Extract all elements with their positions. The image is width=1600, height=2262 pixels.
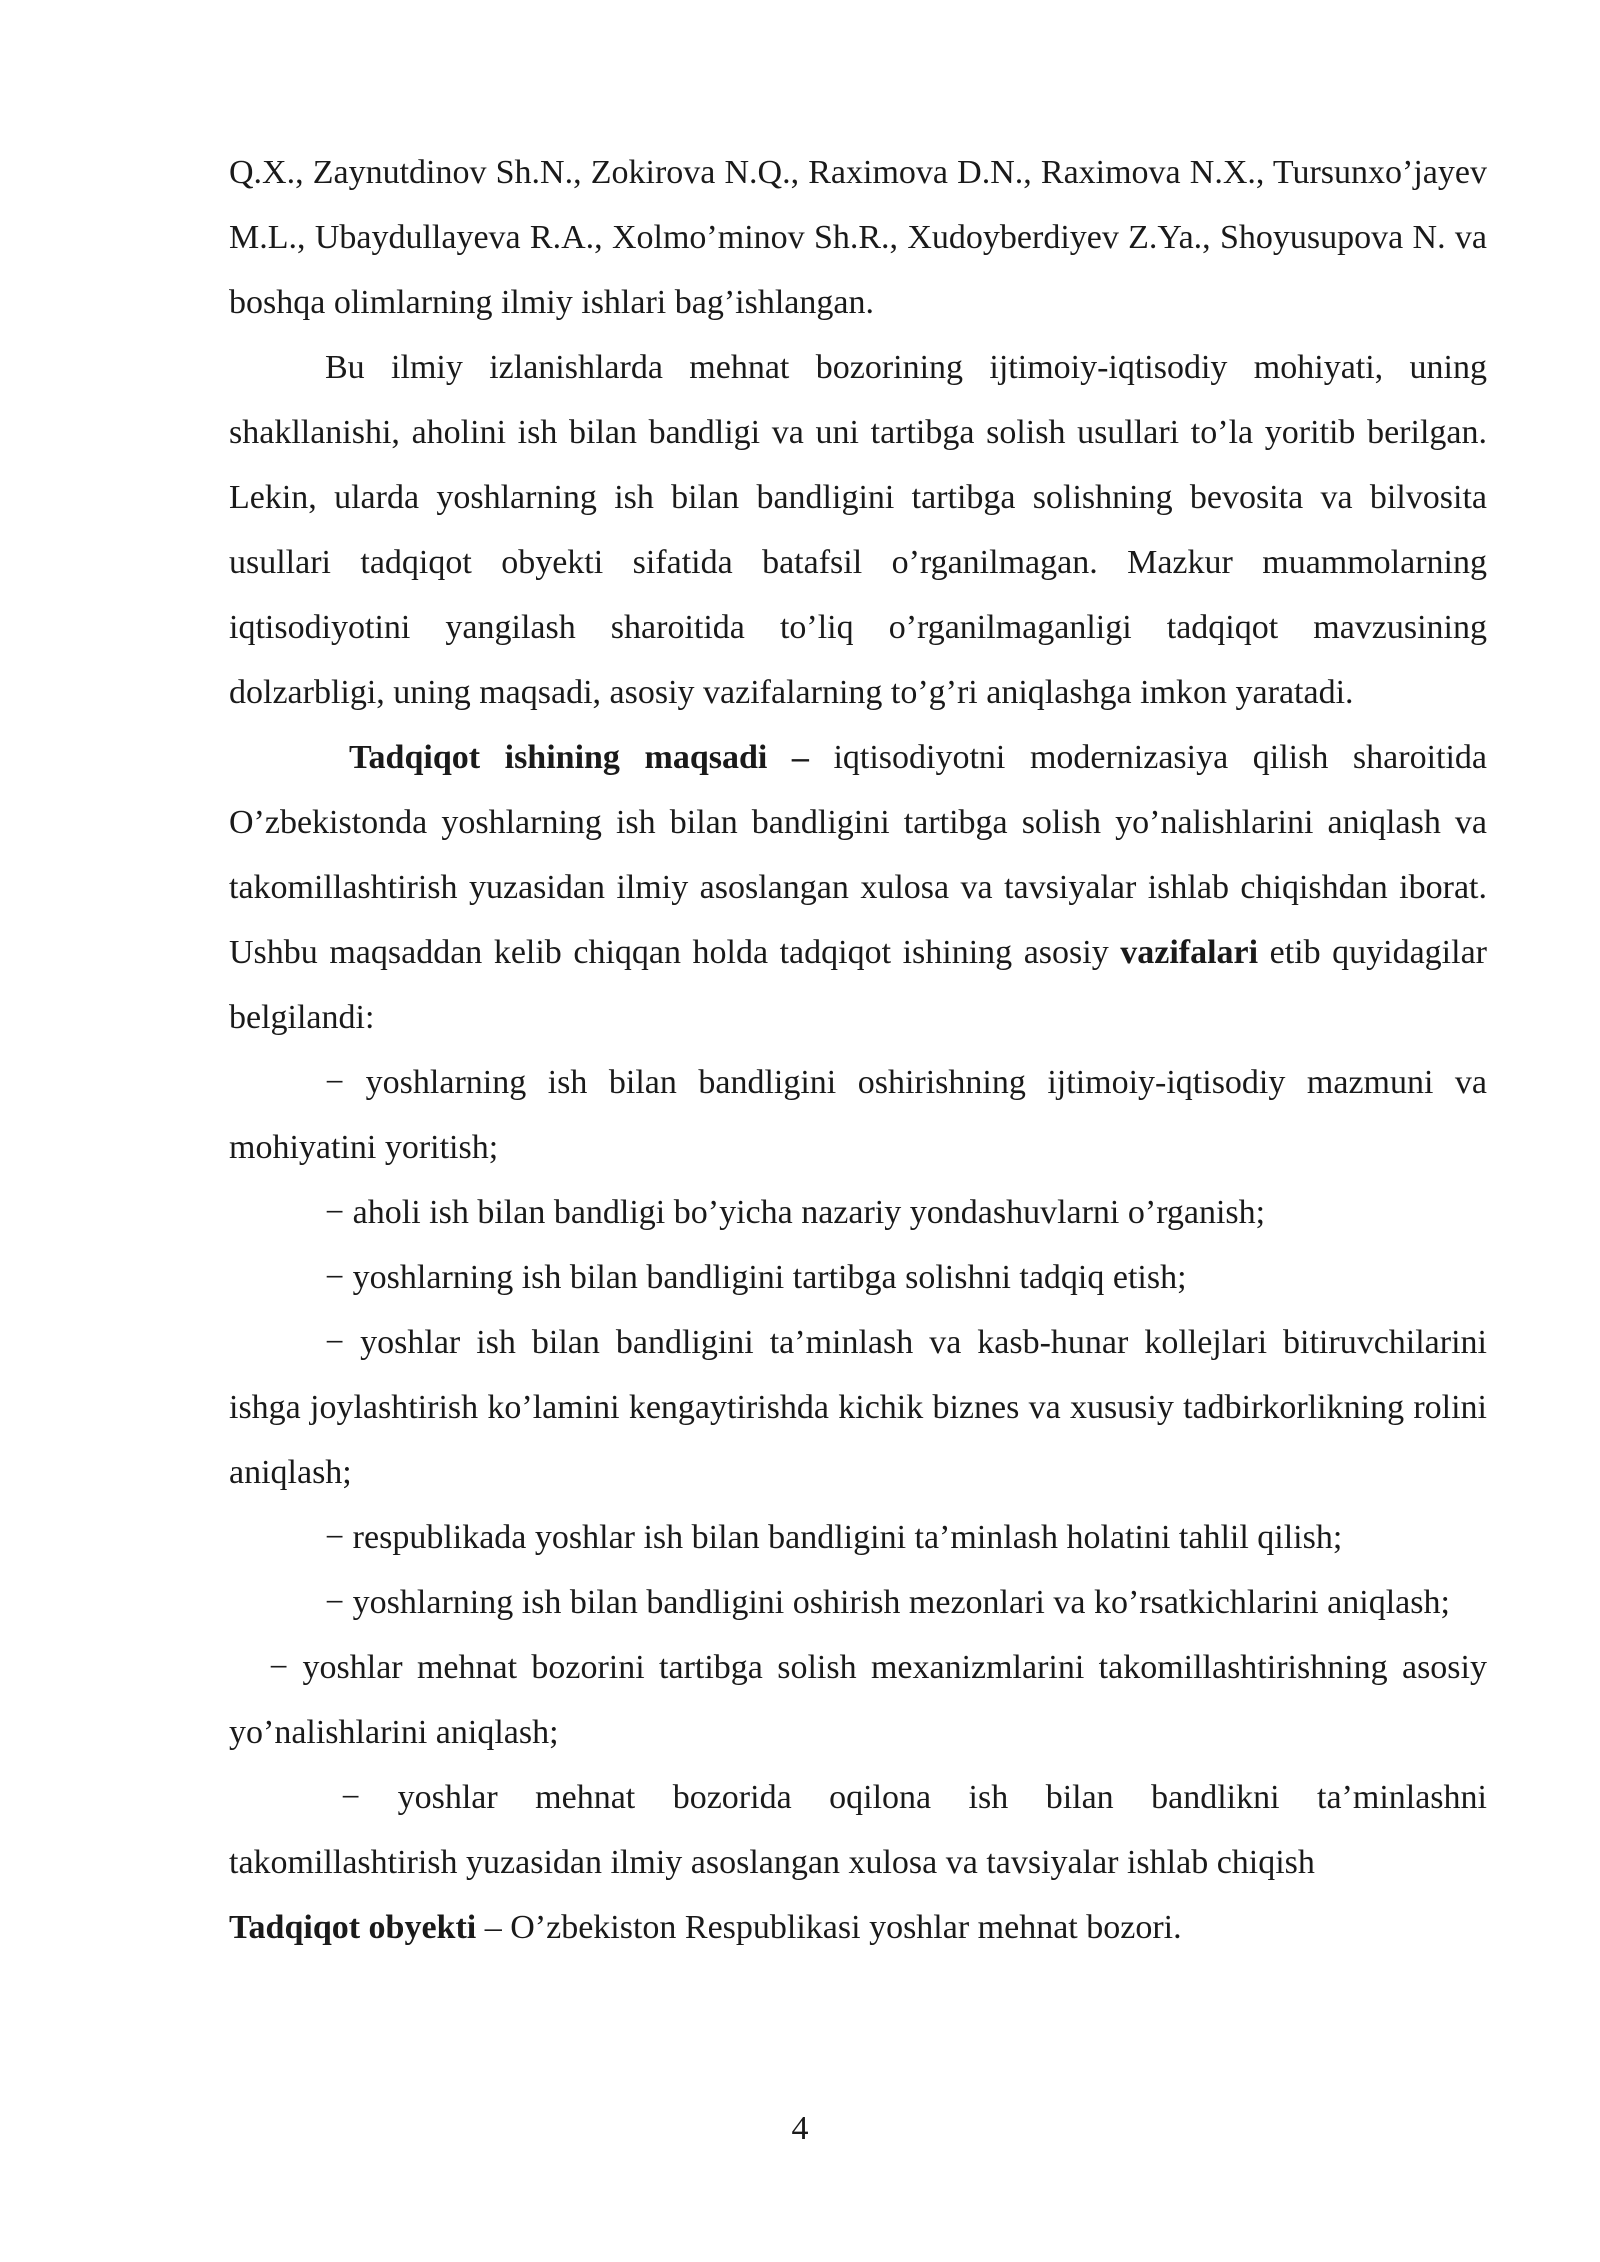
page-number: 4 [791,2110,809,2147]
goal-text: iqtisodiyotni modernizasiya qilish sharoitida O’zbekistonda yoshlarning ish bilan bandligini tartibga solish yo’nalishlarini aniqlash va takomillashtirish yuzasidan ilmiy asoslangan xulosa va tavsiyalar ishlab chiqishdan iborat. Ushbu maqsaddan kelib chiqqan holda tadqiqot ishining asosiy [229,739,1487,971]
task-item: − yoshlarning ish bilan bandligini oshirish mezonlari va ko’rsatkichlarini aniqlash; [325,1584,1450,1621]
goal-heading: Tadqiqot ishining maqsadi – [349,739,809,776]
paragraph-research-review: Bu ilmiy izlanishlarda mehnat bozorining ijtimoiy-iqtisodiy mohiyati, uning shakllanishi, aholini ish bilan bandligi va uni tartibga solish usullari to’la yoritib berilgan. Lekin, ularda yoshlarning ish bilan bandligini tartibga solishning bevosita va bilvosita usullari tadqiqot obyekti sifatida batafsil o’rganilmagan. Mazkur muammolarning iqtisodiyotini yangilash sharoitida to’liq o’rganilmaganligi tadqiqot mavzusining dolzarbligi, uning maqsadi, asosiy vazifalarning to’g’ri aniqlashga imkon yaratadi. [229,349,1487,711]
page-body [229,140,1487,1960]
task-item: − yoshlar ish bilan bandligini ta’minlash va kasb-hunar kollejlari bitiruvchilarini ishga joylashtirish ko’lamini kengaytirishda kichik biznes va xususiy tadbirkorlikning rolini aniqlash; [229,1324,1487,1491]
task-item: − yoshlar mehnat bozorini tartibga solish mexanizmlarini takomillashtirishning asosiy yo’nalishlarini aniqlash; [229,1649,1487,1751]
object-text: – O’zbekiston Respublikasi yoshlar mehnat bozori. [476,1909,1182,1946]
task-item: − aholi ish bilan bandligi bo’yicha nazariy yondashuvlarni o’rganish; [325,1194,1266,1231]
object-heading: Tadqiqot obyekti [229,1909,477,1946]
task-item: − yoshlar mehnat bozorida oqilona ish bilan bandlikni ta’minlashni takomillashtirish yuzasidan ilmiy asoslangan xulosa va tavsiyalar ishlab chiqish [229,1779,1487,1881]
tasks-heading: vazifalari [1120,934,1259,971]
paragraph-authors: Q.X., Zaynutdinov Sh.N., Zokirova N.Q., Raximova D.N., Raximova N.X., Tursunxo’jayev M.L., Ubaydullayeva R.A., Xolmo’minov Sh.R., Xudoyberdiyev Z.Ya., Shoyusupova N. va boshqa olimlarning ilmiy ishlari bag’ishlangan. [229,154,1487,321]
goal-text-end: etib quyidagilar belgilandi: [229,934,1487,1036]
task-item: − yoshlarning ish bilan bandligini oshirishning ijtimoiy-iqtisodiy mazmuni va mohiyatini yoritish; [229,1064,1487,1166]
task-item: − yoshlarning ish bilan bandligini tartibga solishni tadqiq etish; [325,1259,1187,1296]
paragraph-research-goal [229,725,1487,1050]
paragraph-research-object [229,1895,1487,1960]
task-item: − respublikada yoshlar ish bilan bandligini ta’minlash holatini tahlil qilish; [325,1519,1343,1556]
